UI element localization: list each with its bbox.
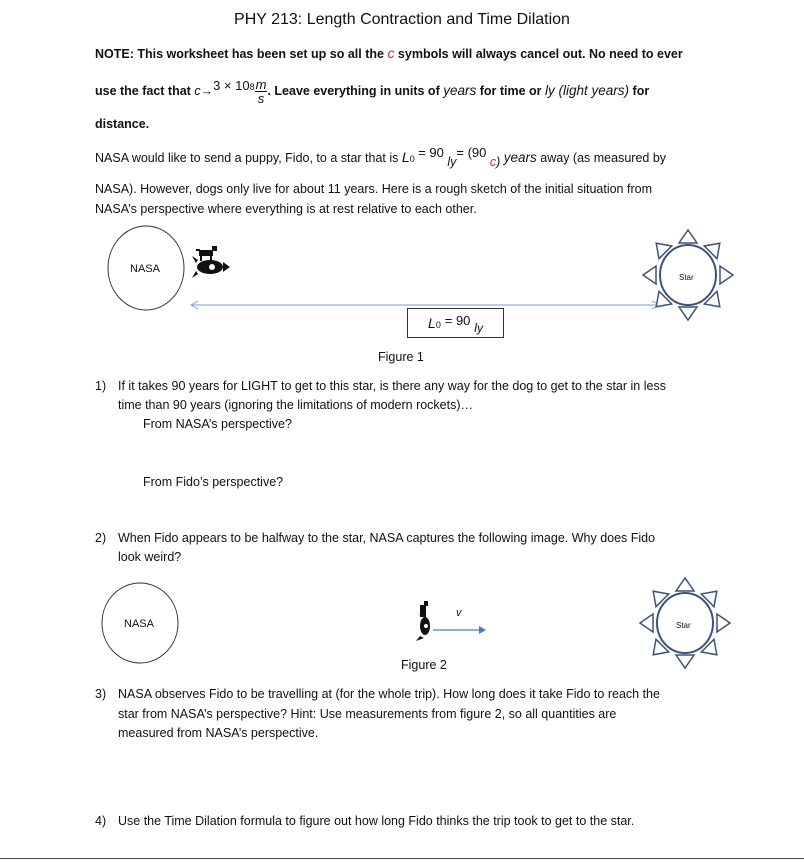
- note-text: use the fact that: [95, 83, 191, 98]
- question-4-number: 4): [95, 814, 107, 828]
- question-3-text: star from NASA’s perspective? Hint: Use measurements from figure 2, so all quantities are: [118, 707, 617, 721]
- star-ray: [676, 578, 694, 591]
- speed-of-light-value: 3 × 10: [213, 77, 250, 93]
- note-text: symbols will always cancel out. No need to ever: [397, 47, 683, 61]
- star-ray: [653, 639, 669, 655]
- note-line-3: distance.: [95, 117, 150, 131]
- note-text: for time or: [479, 83, 542, 98]
- star-ray: [676, 655, 694, 668]
- equals-90: = 90: [418, 145, 444, 160]
- c-symbol: c: [387, 45, 395, 61]
- intro-line-3: NASA’s perspective where everything is at rest relative to each other.: [95, 202, 477, 216]
- L-symbol: L: [428, 315, 436, 331]
- star-ray: [704, 291, 720, 307]
- question-2-text: When Fido appears to be halfway to the star, NASA captures the following image. Why does Fido: [118, 531, 656, 545]
- star-ray: [656, 291, 672, 307]
- star-label: Star: [676, 621, 691, 630]
- dog-on-rocket-icon: [192, 246, 230, 278]
- star-ray: [640, 614, 653, 632]
- ly-unit: ly: [447, 155, 457, 169]
- ly-unit: ly (light years): [545, 82, 630, 98]
- question-3-text: measured from NASA’s perspective.: [118, 726, 319, 740]
- question-2-text: look weird?: [118, 550, 182, 564]
- question-4-text: Use the Time Dilation formula to figure out how long Fido thinks the trip took to get to the star.: [118, 814, 635, 828]
- fraction-denominator: s: [257, 91, 265, 106]
- L-symbol: L: [401, 149, 410, 165]
- question-1b: From Fido’s perspective?: [143, 475, 284, 489]
- star-ray: [643, 266, 656, 284]
- figure-1-caption: Figure 1: [378, 350, 424, 364]
- ninety: 90: [471, 145, 487, 160]
- subscript-zero: 0: [409, 154, 415, 164]
- star-ray: [679, 230, 697, 243]
- page-bottom-border: [0, 858, 804, 859]
- contracted-dog-rocket-icon: [416, 601, 430, 641]
- velocity-label: v: [456, 607, 462, 619]
- subscript-zero: 0: [435, 320, 441, 330]
- velocity-arrow-head: [479, 626, 486, 634]
- nasa-label: NASA: [130, 263, 160, 275]
- question-3-number: 3): [95, 687, 107, 701]
- question-1a: From NASA’s perspective?: [143, 417, 292, 431]
- close-paren: ): [496, 155, 501, 169]
- question-3-text: NASA observes Fido to be travelling at (for the whole trip). How long does it take Fido to reach the: [118, 687, 660, 701]
- intro-text: away (as measured by: [540, 151, 667, 165]
- star-label: Star: [679, 273, 694, 282]
- page-title: PHY 213: Length Contraction and Time Dilation: [234, 11, 570, 28]
- question-1-text: If it takes 90 years for LIGHT to get to this star, is there any way for the dog to get to the star in less: [118, 379, 666, 393]
- exponent: 8: [249, 81, 255, 92]
- star-ray: [679, 307, 697, 320]
- star-ray: [653, 591, 669, 607]
- star-ray: [704, 243, 720, 259]
- intro-line-2: NASA). However, dogs only live for about 11 years. Here is a rough sketch of the initial situation from: [95, 182, 652, 196]
- figure-2-caption: Figure 2: [401, 658, 447, 672]
- star-ray: [717, 614, 730, 632]
- question-1-text: time than 90 years (ignoring the limitations of modern rockets)…: [118, 398, 474, 412]
- years-unit: years: [443, 82, 477, 98]
- star-ray: [720, 266, 733, 284]
- c-arrow: c→: [194, 83, 214, 98]
- equals-open: = (: [456, 145, 472, 160]
- star-ray: [701, 639, 717, 655]
- fraction-numerator: m: [255, 77, 267, 92]
- equals-90: = 90: [444, 313, 471, 328]
- star-ray: [701, 591, 717, 607]
- intro-text: NASA would like to send a puppy, Fido, to a star that is: [95, 151, 399, 165]
- star-ray: [656, 243, 672, 259]
- ly-unit: ly: [474, 321, 483, 335]
- question-2-number: 2): [95, 531, 107, 545]
- note-text: for: [632, 83, 650, 98]
- note-text: . Leave everything in units of: [267, 83, 440, 98]
- years-unit: years: [503, 150, 537, 165]
- c-symbol: c: [489, 155, 497, 169]
- nasa-label: NASA: [124, 618, 154, 630]
- distance-label-box: [407, 308, 504, 338]
- question-1-number: 1): [95, 379, 107, 393]
- note-text: NOTE: This worksheet has been set up so all the: [95, 47, 384, 61]
